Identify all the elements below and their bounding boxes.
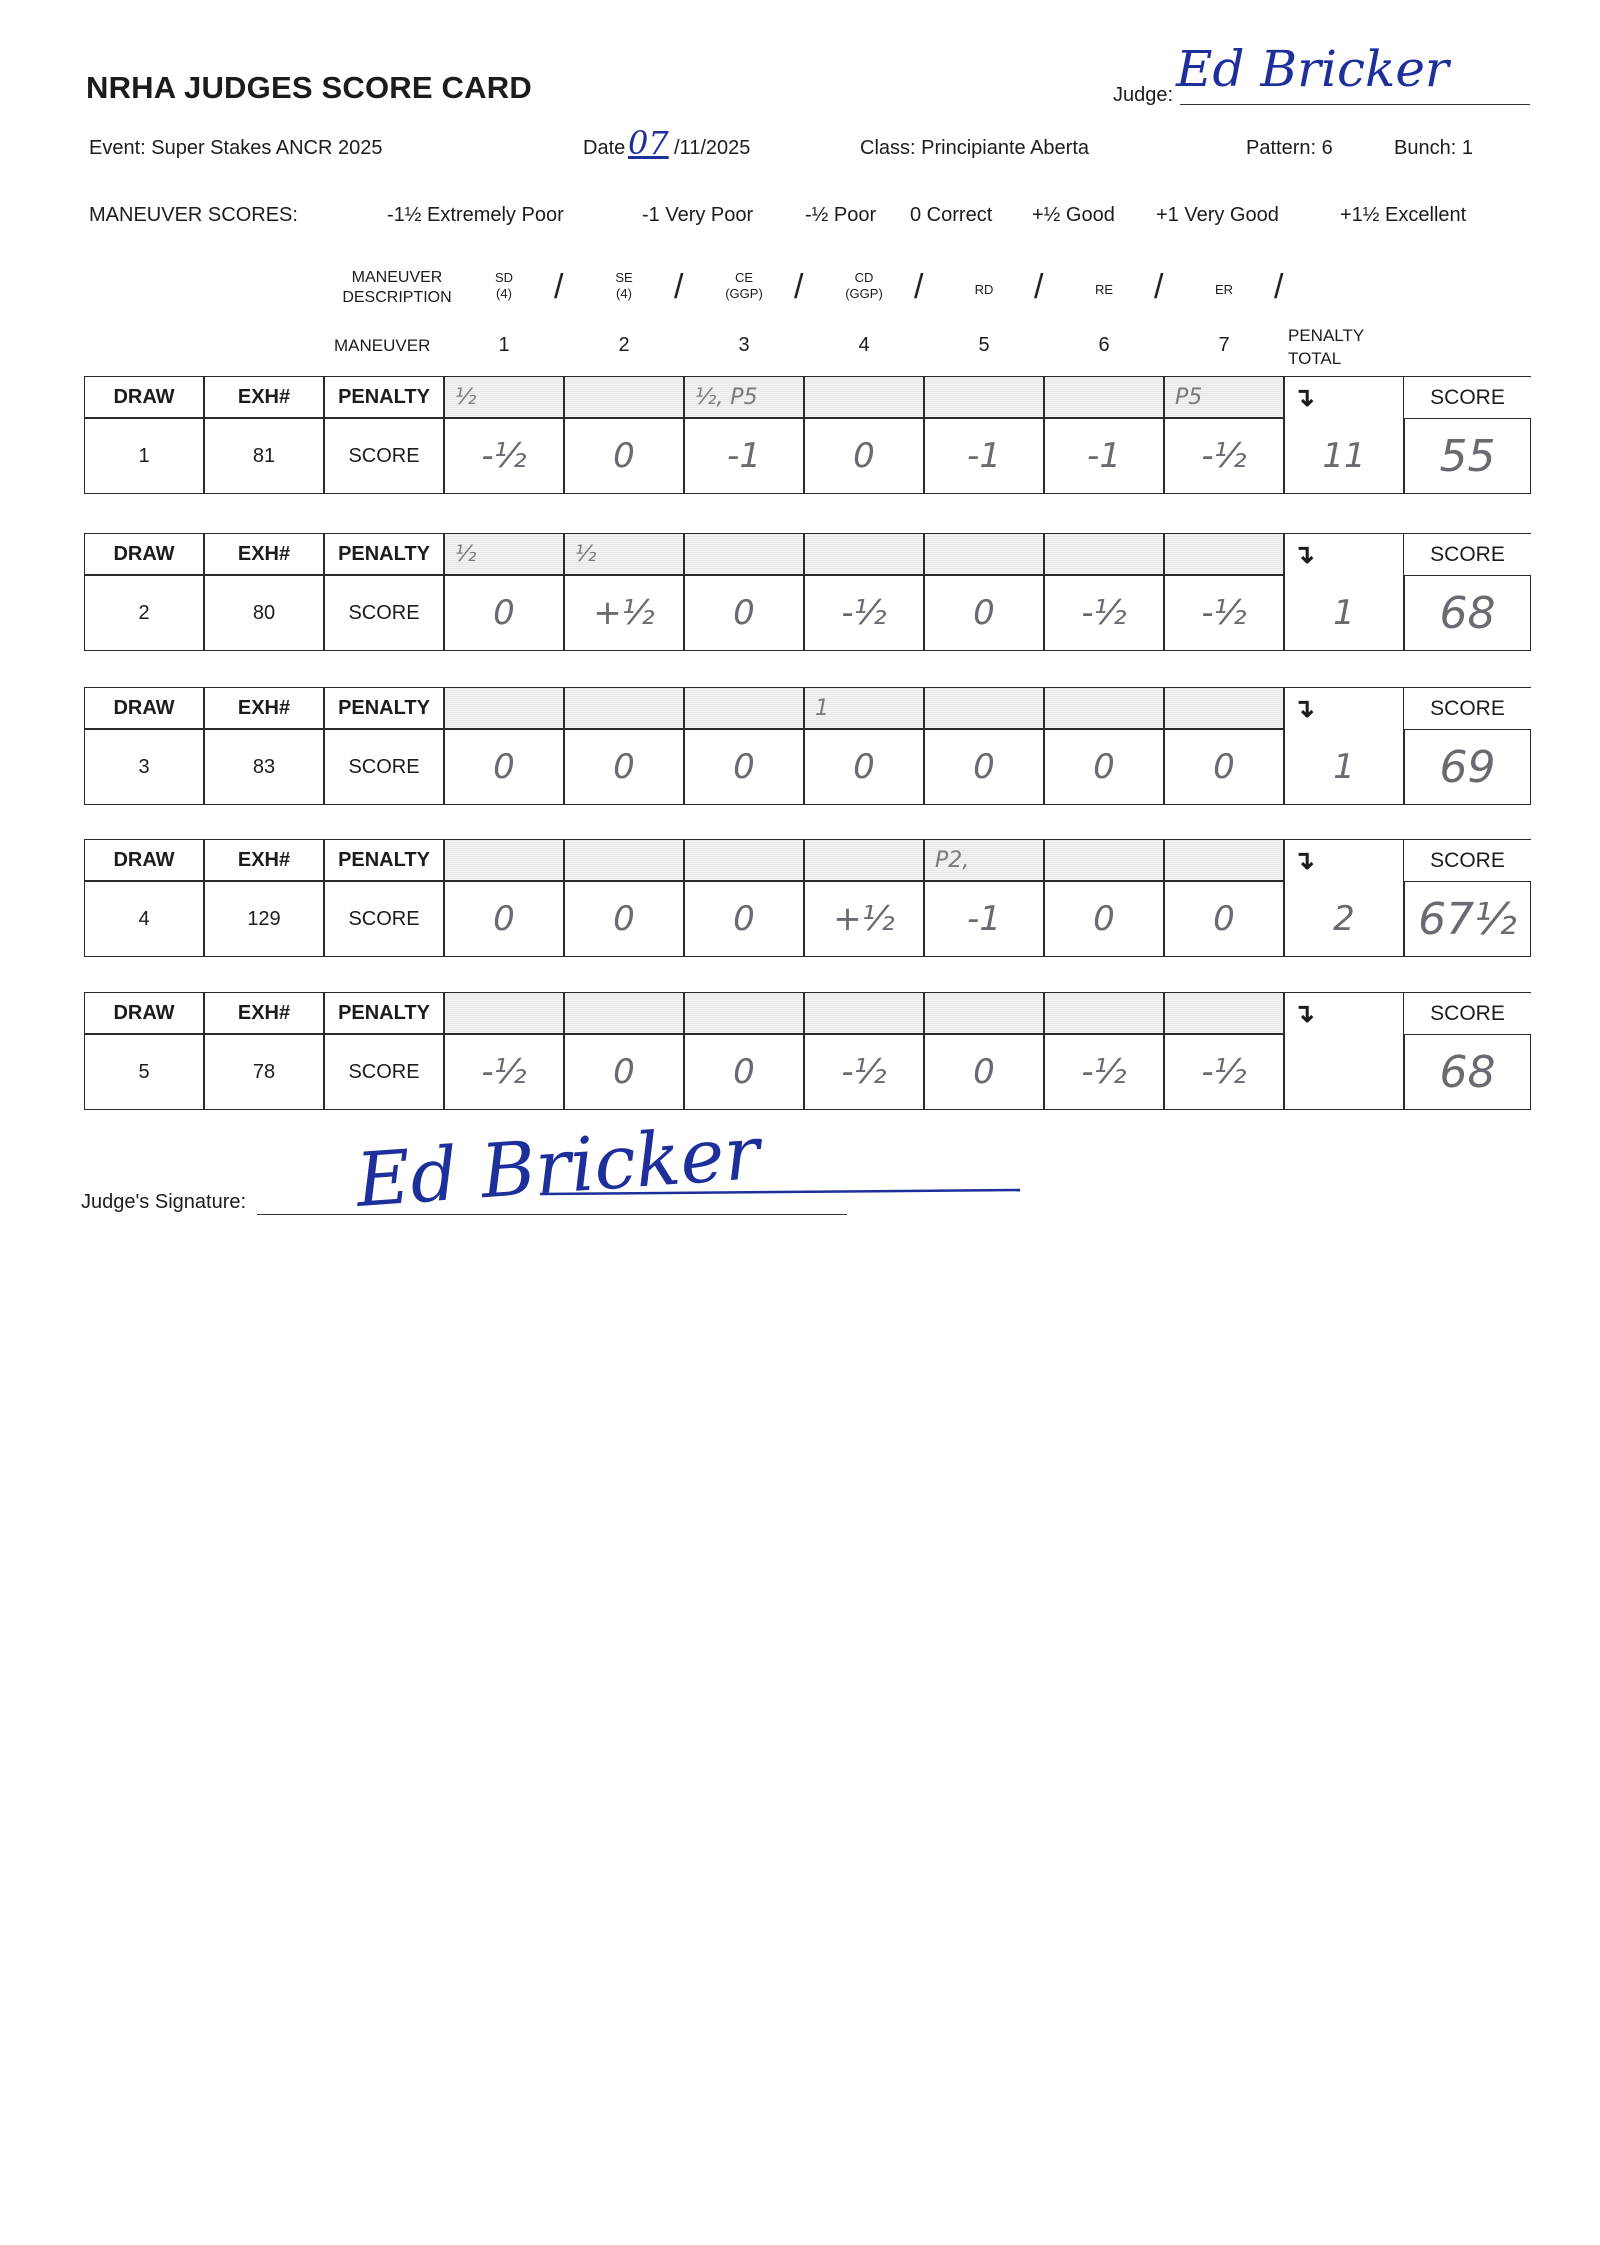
exhibitor-number: 80 [204,575,324,651]
maneuver-score-cell: 0 [444,881,564,957]
score-row-label: SCORE [324,418,444,494]
maneuver-score-cell: -½ [1164,1034,1284,1110]
class-field: Class: Principiante Aberta [860,137,1090,159]
maneuver-score-cell: 0 [924,1034,1044,1110]
final-score-value: 68 [1404,575,1531,651]
bunch-field: Bunch: 1 [1394,137,1473,159]
penalty-header: PENALTY [324,687,444,729]
penalty-header: PENALTY [324,376,444,418]
maneuver-score-cell: 0 [1164,729,1284,805]
penalty-header: PENALTY [324,992,444,1034]
maneuver-separator: / [1034,268,1044,306]
final-score-value: 69 [1404,729,1531,805]
exh-header: EXH# [204,839,324,881]
penalty-cell [444,839,564,881]
exhibitor-number: 129 [204,881,324,957]
penalty-cell [1044,992,1164,1034]
pattern-field: Pattern: 6 [1246,137,1333,159]
penalty-cell: ½ [444,533,564,575]
maneuver-sub: (4) [496,286,512,301]
maneuver-code: CE [734,270,754,285]
card-title: NRHA JUDGES SCORE CARD [86,70,532,105]
maneuver-score-cell: 0 [684,881,804,957]
exhibitor-number: 78 [204,1034,324,1110]
maneuver-sub: (4) [616,286,632,301]
maneuver-number: 7 [1218,334,1230,356]
maneuver-score-cell: 0 [804,729,924,805]
penalty-cell [1164,839,1284,881]
exh-header: EXH# [204,687,324,729]
penalty-cell [564,376,684,418]
penalty-total-value: 11 [1284,418,1404,494]
penalty-total-arrow: ↴ [1284,992,1404,1034]
maneuver-column-header [684,270,804,302]
judge-name-handwritten: Ed Bricker [1176,40,1449,98]
maneuver-separator: / [914,268,924,306]
draw-number: 5 [84,1034,204,1110]
maneuver-code: RD [974,282,994,297]
penalty-cell [564,992,684,1034]
penalty-total-value [1284,1034,1404,1110]
penalty-cell [1044,533,1164,575]
maneuver-sub: (GGP) [845,286,883,301]
draw-header: DRAW [84,376,204,418]
maneuver-score-cell: 0 [684,729,804,805]
score-column-label: SCORE [1404,533,1531,575]
penalty-cell [564,839,684,881]
draw-number: 1 [84,418,204,494]
final-score-value: 55 [1404,418,1531,494]
maneuver-number-label: MANEUVER [334,336,431,355]
penalty-total-value: 2 [1284,881,1404,957]
signature-label: Judge's Signature: [81,1191,247,1213]
penalty-cell [1164,992,1284,1034]
penalty-cell [1044,376,1164,418]
penalty-total-arrow: ↴ [1284,376,1404,418]
maneuver-score-cell: -½ [1164,418,1284,494]
legend-good: +½ Good [1032,204,1115,226]
score-block [84,376,1531,496]
maneuver-score-cell: 0 [444,575,564,651]
legend-very-good: +1 Very Good [1156,204,1279,226]
legend-correct: 0 Correct [910,204,993,226]
exh-header: EXH# [204,992,324,1034]
maneuver-column-header [1164,270,1284,298]
maneuver-code: SE [615,270,633,285]
penalty-cell [444,687,564,729]
maneuver-column-header [564,270,684,302]
maneuver-score-cell: +½ [804,881,924,957]
penalty-cell: 1 [804,687,924,729]
maneuver-score-cell: -½ [1164,575,1284,651]
penalty-total-arrow: ↴ [1284,839,1404,881]
maneuver-number: 3 [738,334,750,356]
exhibitor-number: 83 [204,729,324,805]
score-block [84,687,1531,807]
penalty-cell [1164,533,1284,575]
maneuver-score-cell: 0 [1044,729,1164,805]
maneuver-score-cell: -½ [804,575,924,651]
penalty-cell [684,687,804,729]
maneuver-score-cell: -1 [924,881,1044,957]
maneuver-code: SD [494,270,514,285]
penalty-cell [564,687,684,729]
maneuver-number: 6 [1098,334,1110,356]
maneuver-separator: / [674,268,684,306]
maneuver-score-cell: 0 [1164,881,1284,957]
event-field: Event: Super Stakes ANCR 2025 [89,137,383,159]
final-score-value: 68 [1404,1034,1531,1110]
penalty-cell [804,376,924,418]
score-block [84,533,1531,653]
penalty-header: PENALTY [324,839,444,881]
date-day-handwritten: 07 [628,124,669,162]
score-block [84,992,1531,1112]
draw-number: 3 [84,729,204,805]
maneuver-score-cell: 0 [444,729,564,805]
draw-header: DRAW [84,687,204,729]
maneuver-separator: / [1274,268,1284,306]
score-row-label: SCORE [324,729,444,805]
date-rest: /11/2025 [674,137,751,159]
legend-very-poor: -1 Very Poor [642,204,754,226]
maneuver-scores-label: MANEUVER SCORES: [89,204,298,226]
penalty-cell: ½ [564,533,684,575]
penalty-total-value: 1 [1284,575,1404,651]
maneuver-score-cell: 0 [924,729,1044,805]
penalty-header: PENALTY [324,533,444,575]
signature-stroke [540,1160,1040,1220]
penalty-cell [924,376,1044,418]
penalty-cell [444,992,564,1034]
legend-extremely-poor: -1½ Extremely Poor [387,204,564,226]
draw-header: DRAW [84,839,204,881]
maneuver-score-cell: -½ [1044,1034,1164,1110]
maneuver-number: 2 [618,334,630,356]
penalty-cell [804,839,924,881]
maneuver-separator: / [794,268,804,306]
penalty-cell: P5 [1164,376,1284,418]
legend-poor: -½ Poor [805,204,877,226]
score-block [84,839,1531,959]
score-row-label: SCORE [324,881,444,957]
maneuver-score-cell: -1 [1044,418,1164,494]
final-score-value: 67½ [1404,881,1531,957]
maneuver-column-header [1044,270,1164,298]
judge-signature: Ed Bricker [353,1110,763,1224]
exh-header: EXH# [204,376,324,418]
maneuver-score-cell: 0 [564,418,684,494]
penalty-cell [804,533,924,575]
maneuver-score-cell: 0 [804,418,924,494]
score-column-label: SCORE [1404,839,1531,881]
maneuver-score-cell: -½ [804,1034,924,1110]
date-label: Date [583,137,626,159]
score-column-label: SCORE [1404,687,1531,729]
penalty-cell [924,687,1044,729]
maneuver-column-header [804,270,924,302]
penalty-total-arrow: ↴ [1284,687,1404,729]
maneuver-score-cell: 0 [684,1034,804,1110]
penalty-cell [684,533,804,575]
penalty-total-arrow: ↴ [1284,533,1404,575]
penalty-cell [804,992,924,1034]
judge-line [1180,104,1530,105]
penalty-cell [924,992,1044,1034]
penalty-total-value: 1 [1284,729,1404,805]
score-row-label: SCORE [324,575,444,651]
maneuver-score-cell: 0 [564,729,684,805]
penalty-cell [684,839,804,881]
score-column-label: SCORE [1404,376,1531,418]
draw-number: 2 [84,575,204,651]
maneuver-code: ER [1214,282,1234,297]
maneuver-score-cell: -½ [444,418,564,494]
maneuver-description-label: MANEUVER DESCRIPTION [342,269,452,306]
exhibitor-number: 81 [204,418,324,494]
draw-header: DRAW [84,533,204,575]
maneuver-column-header [444,270,564,302]
draw-number: 4 [84,881,204,957]
legend-excellent: +1½ Excellent [1340,204,1467,226]
penalty-cell [684,992,804,1034]
maneuver-score-cell: 0 [564,1034,684,1110]
maneuver-score-cell: 0 [924,575,1044,651]
maneuver-score-cell: -1 [684,418,804,494]
maneuver-separator: / [1154,268,1164,306]
maneuver-score-cell: +½ [564,575,684,651]
maneuver-score-cell: 0 [1044,881,1164,957]
penalty-cell [1164,687,1284,729]
penalty-cell: ½ [444,376,564,418]
penalty-cell: P2, [924,839,1044,881]
penalty-cell [1044,687,1164,729]
penalty-cell [1044,839,1164,881]
maneuver-sub: (GGP) [725,286,763,301]
maneuver-score-cell: -½ [444,1034,564,1110]
score-column-label: SCORE [1404,992,1531,1034]
maneuver-column-header [924,270,1044,298]
draw-header: DRAW [84,992,204,1034]
maneuver-score-cell: -½ [1044,575,1164,651]
exh-header: EXH# [204,533,324,575]
judge-label: Judge: [1113,84,1174,106]
maneuver-code: CD [854,270,874,285]
maneuver-score-cell: 0 [684,575,804,651]
maneuver-separator: / [554,268,564,306]
maneuver-code: RE [1094,282,1114,297]
maneuver-number: 1 [498,334,510,356]
maneuver-score-cell: 0 [564,881,684,957]
penalty-cell [924,533,1044,575]
penalty-cell: ½, P5 [684,376,804,418]
maneuver-score-cell: -1 [924,418,1044,494]
maneuver-number: 5 [978,334,990,356]
score-row-label: SCORE [324,1034,444,1110]
maneuver-number: 4 [858,334,870,356]
penalty-total-label: PENALTY TOTAL [1288,326,1365,368]
